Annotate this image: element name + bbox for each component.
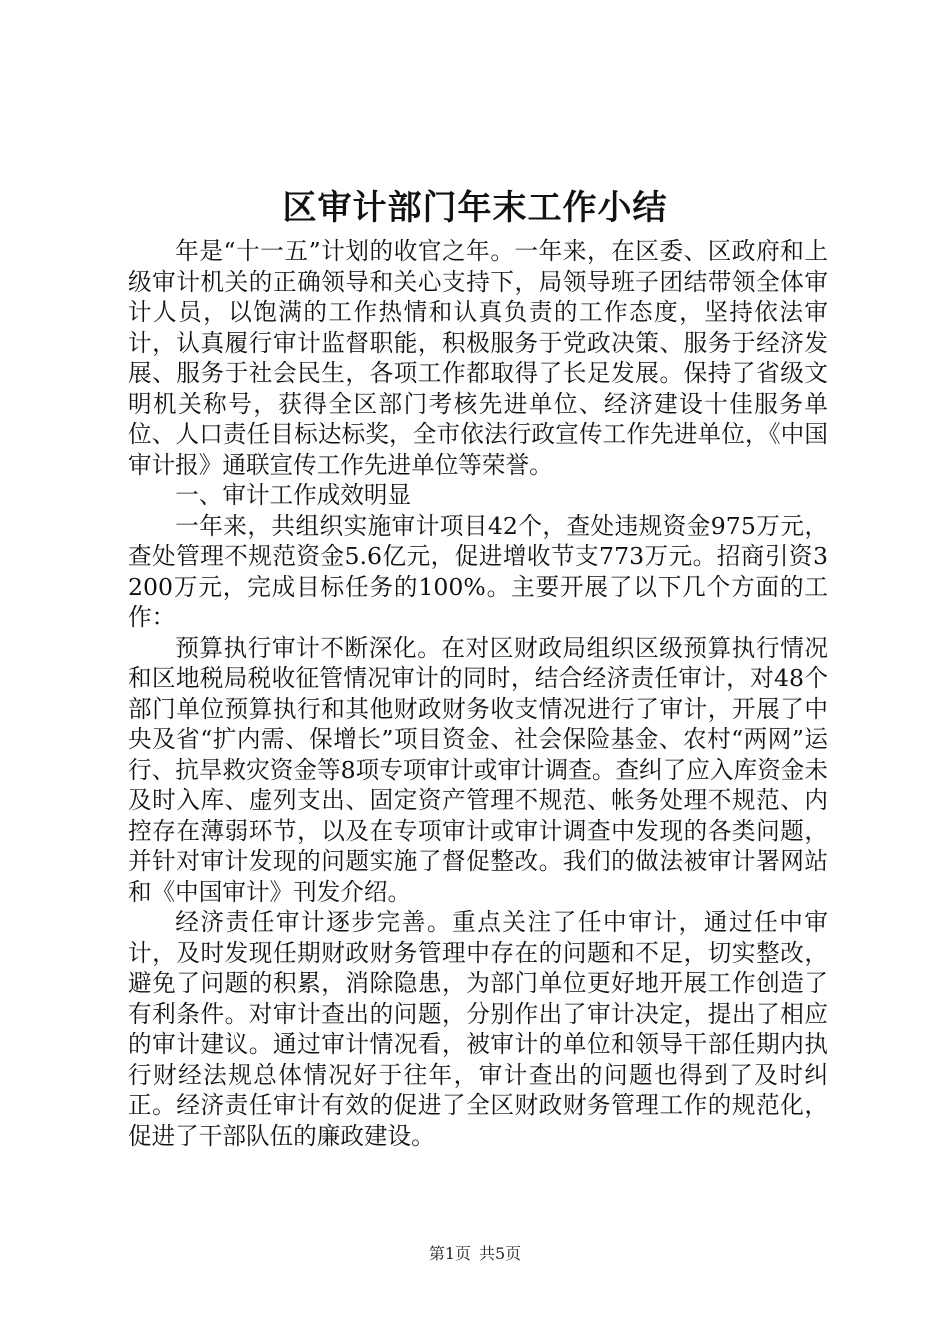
- economic-responsibility-paragraph: 经济责任审计逐步完善。重点关注了任中审计，通过任中审计，及时发现任期财政财务管理中存在的问题和不足，切实整改，避免了问题的积累，消除隐患，为部门单位更好地开展工作创造了有利条件。对审计查出的问题，分别作出了审计决定，提出了相应的审计建议。通过审计情况看，被审计的单位和领导干部任期内执行财经法规总体情况好于往年，审计查出的问题也得到了及时纠正。经济责任审计有效的促进了全区财政财务管理工作的规范化，促进了干部队伍的廉政建设。: [128, 908, 828, 1150]
- budget-audit-paragraph: 预算执行审计不断深化。在对区财政局组织区级预算执行情况和区地税局税收征管情况审计的同时，结合经济责任审计，对48个部门单位预算执行和其他财政财务收支情况进行了审计，开展了中央及省“扩内需、保增长”项目资金、社会保险基金、农村“两网”运行、抗旱救灾资金等8项专项审计或审计调查。查纠了应入库资金未及时入库、虚列支出、固定资产管理不规范、帐务处理不规范、内控存在薄弱环节，以及在专项审计或审计调查中发现的各类问题，并针对审计发现的问题实施了督促整改。我们的做法被审计署网站和《中国审计》刊发介绍。: [128, 633, 828, 906]
- document-body: [128, 236, 828, 1151]
- page-number: 第1页: [428, 1244, 471, 1263]
- page-footer: [0, 1242, 950, 1266]
- page-total: 共5页: [479, 1244, 522, 1263]
- summary-paragraph: 一年来，共组织实施审计项目42个，查处违规资金975万元，查处管理不规范资金5.6亿元，促进增收节支773万元。招商引资3200万元，完成目标任务的100%。主要开展了以下几个方面的工作：: [128, 511, 828, 631]
- section-heading: 一、审计工作成效明显: [175, 481, 412, 509]
- intro-paragraph: 年是“十一五”计划的收官之年。一年来，在区委、区政府和上级审计机关的正确领导和关心支持下，局领导班子团结带领全体审计人员，以饱满的工作热情和认真负责的工作态度，坚持依法审计，认真履行审计监督职能，积极服务于党政决策、服务于经济发展、服务于社会民生，各项工作都取得了长足发展。保持了省级文明机关称号，获得全区部门考核先进单位、经济建设十佳服务单位、人口责任目标达标奖，全市依法行政宣传工作先进单位，《中国审计报》通联宣传工作先进单位等荣誉。: [128, 237, 828, 479]
- document-title: 区审计部门年末工作小结: [282, 188, 668, 228]
